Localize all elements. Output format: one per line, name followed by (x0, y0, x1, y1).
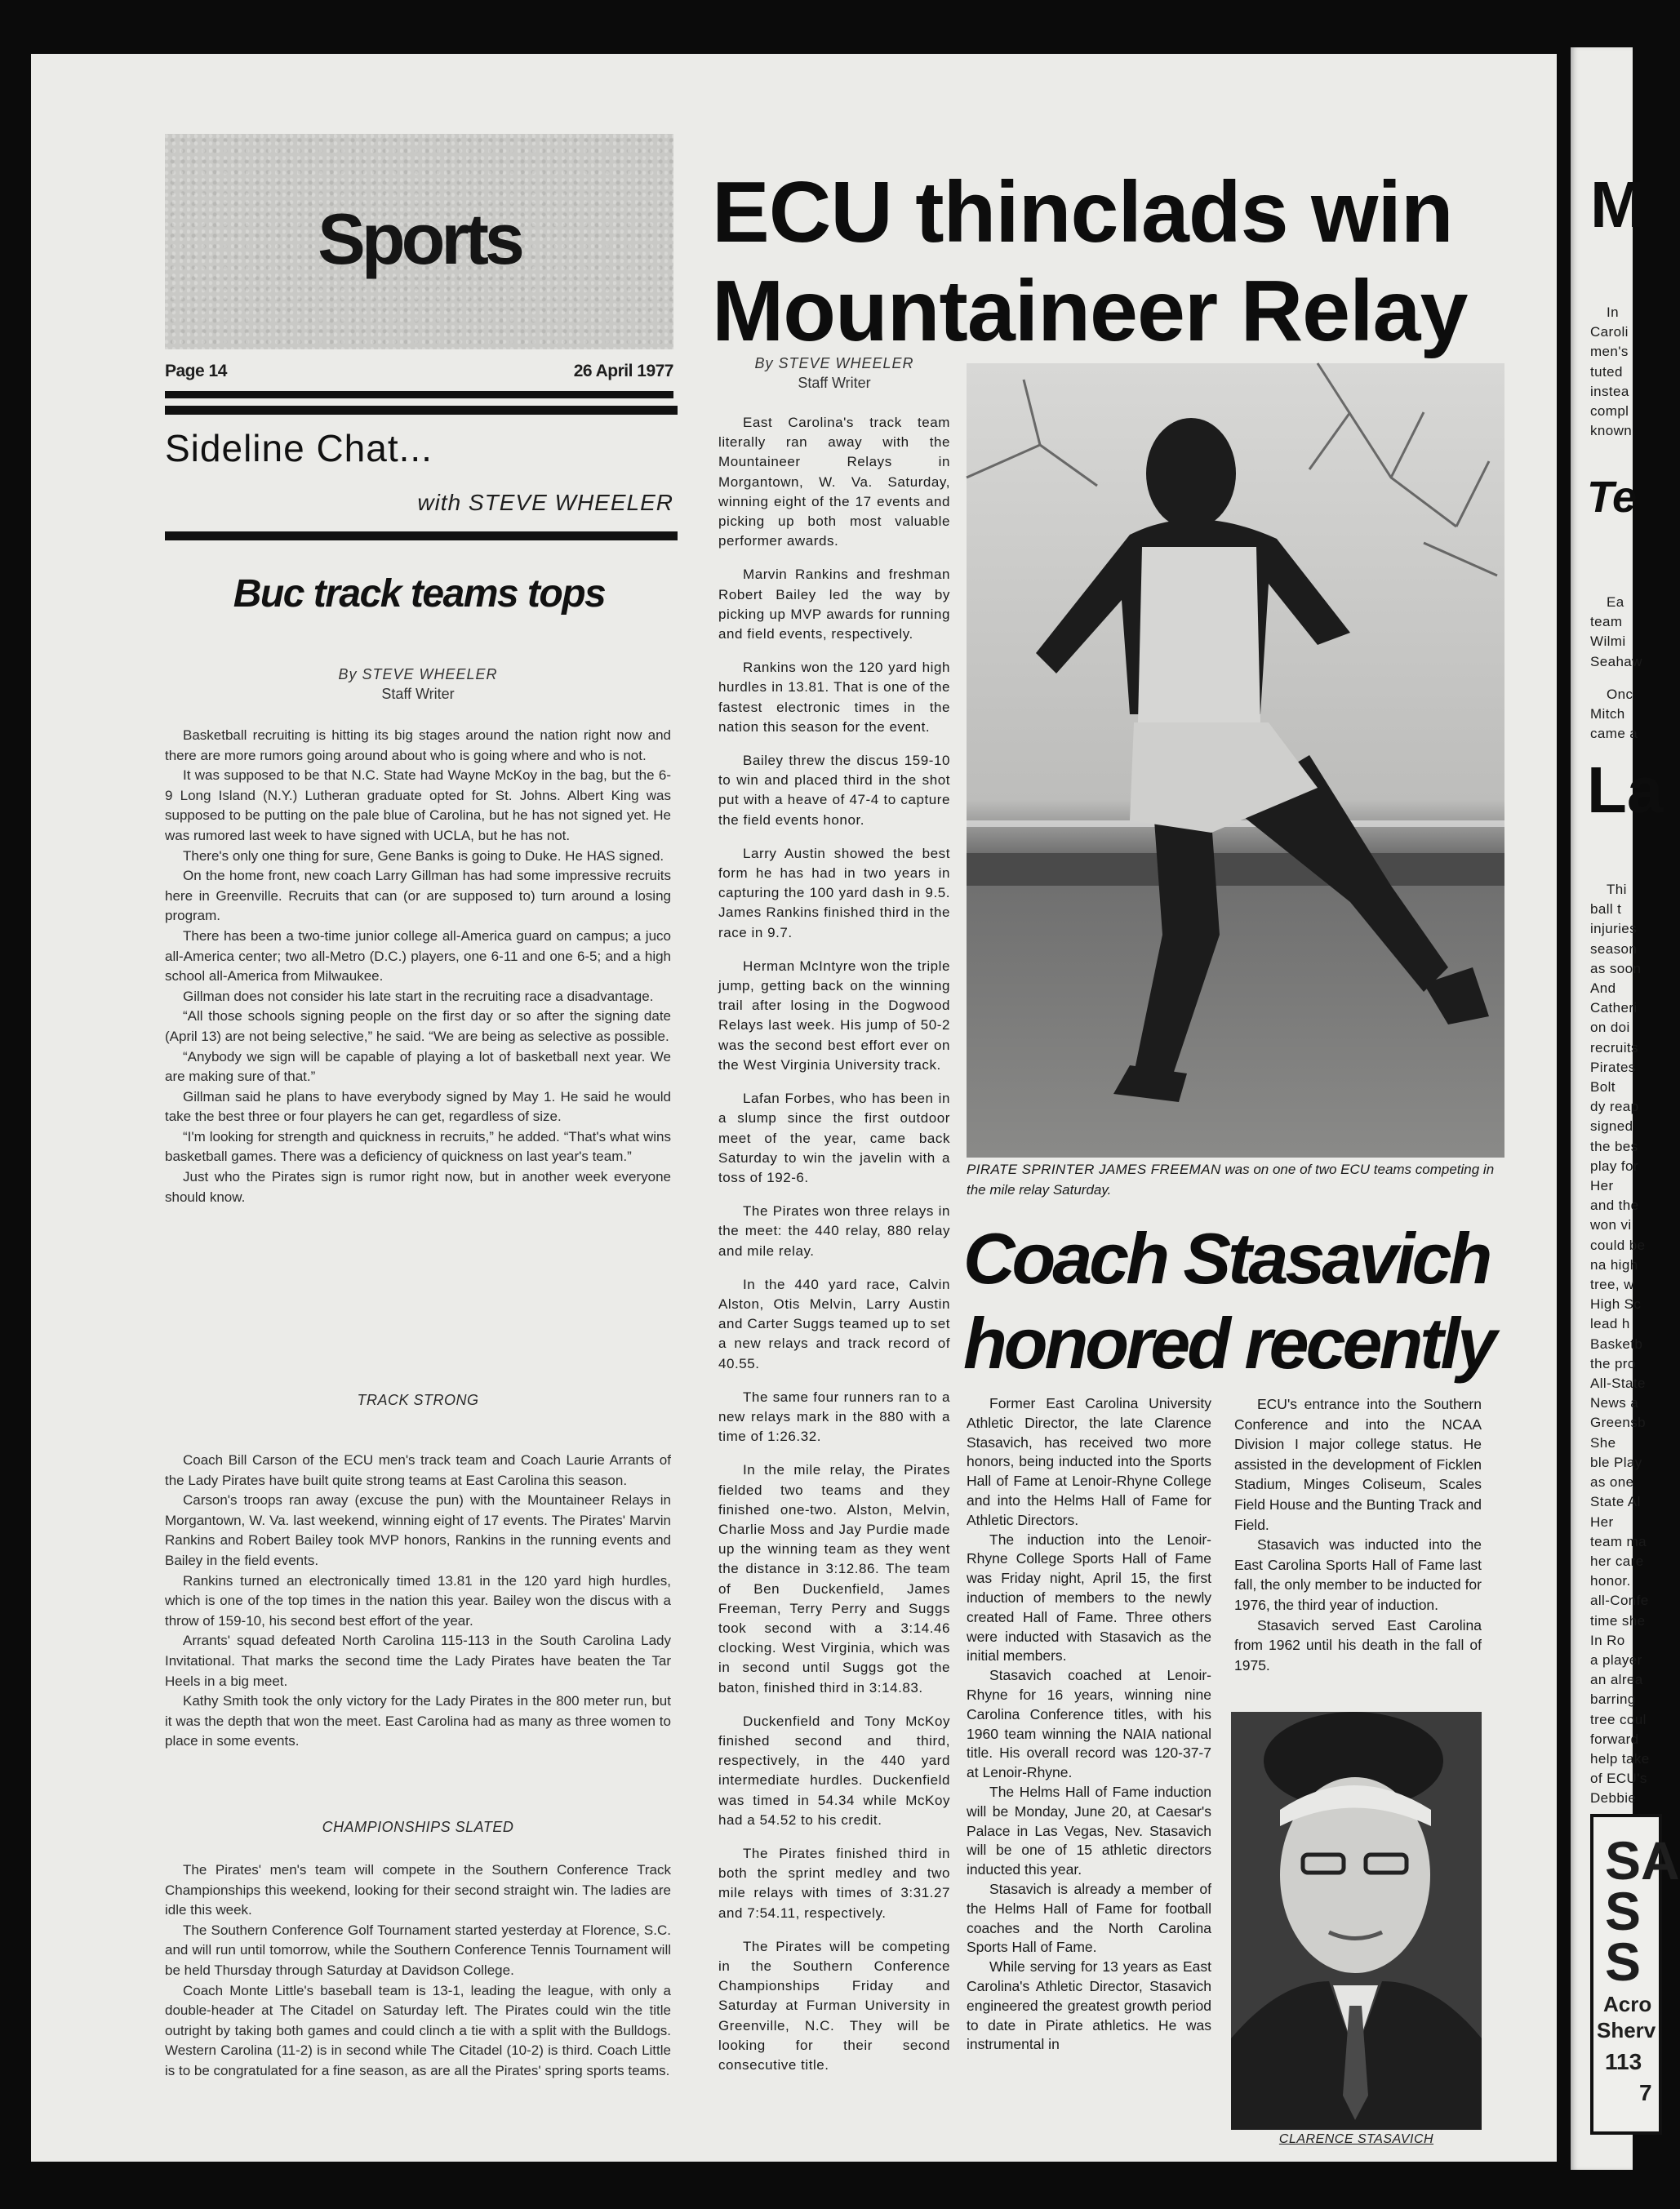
paragraph: ECU's entrance into the Southern Conference and into the NCAA Division I major college status. He assisted in the development of Ficklen Stadium, Minges Coliseum, Scales Field House and the Bunting Track and Field. (1234, 1396, 1482, 1533)
text-line: on doi (1590, 1020, 1630, 1036)
runner-photo (967, 363, 1504, 1158)
paragraph: Coach Bill Carson of the ECU men's track team and Coach Laurie Arrants of the Lady Pirates have built quite strong teams at East Carolina this season. (165, 1452, 671, 1488)
stasavich-portrait (1231, 1712, 1482, 2130)
section-title: Sports (318, 198, 521, 279)
divider-rule (165, 391, 673, 398)
ad-line: Sherv (1597, 2018, 1656, 2042)
column-headline: Buc track teams tops (233, 572, 606, 616)
paragraph: “Anybody we sign will be capable of playing a lot of basketball next year. We are making sure of that.” (165, 1048, 671, 1085)
paragraph: Marvin Rankins and freshman Robert Bailey led the way by picking up MVP awards for running and field events, respectively. (718, 567, 950, 642)
text-line: injuries (1590, 921, 1638, 937)
text-line: tuted (1590, 363, 1623, 380)
text-line: Onc (1607, 687, 1633, 702)
text-line: recruits (1590, 1039, 1638, 1056)
text-line: Caroli (1590, 324, 1629, 340)
main-headline-line1: ECU thinclads win (712, 164, 1453, 260)
column-byline: with STEVE WHEELER (417, 490, 673, 515)
next-page-headline-1: M (1590, 168, 1645, 241)
text-line: compl (1590, 403, 1629, 420)
text-line: She (1590, 1434, 1616, 1451)
text-line: Thi (1607, 882, 1627, 897)
text-line: barring (1590, 1691, 1636, 1708)
text-line: season (1590, 940, 1638, 957)
text-line: play for (1590, 1158, 1638, 1174)
text-line: Debbie (1590, 1790, 1637, 1807)
stasavich-column-1 (967, 1394, 1211, 2055)
text-line: instea (1590, 383, 1629, 399)
paragraph: The Southern Conference Golf Tournament started yesterday at Florence, S.C. and will run until tomorrow, while the Southern Conference Tennis Tournament will be held Thursday through Saturday at Davidson College. (165, 1922, 671, 1978)
main-author-block (718, 353, 950, 393)
paragraph: In the 440 yard race, Calvin Alston, Otis Melvin, Larry Austin and Carter Suggs teamed up to set a new relays and track record of 40.55. (718, 1276, 950, 1371)
paragraph: “All those schools signing people on the first day or so after the signing date (April 13) are not being selective,” he said. “We are being as selective as possible. (165, 1008, 671, 1044)
photo-caption-text: was on one of two ECU teams competing in the mile relay Saturday. (967, 1162, 1495, 1198)
text-line: help take (1590, 1750, 1650, 1767)
text-line: Wilmi (1590, 633, 1626, 650)
main-headline (712, 163, 1520, 361)
column-body (165, 726, 671, 1207)
paragraph: Stasavich coached at Lenoir-Rhyne for 16 years, winning nine Carolina Conference titles, with his 1960 team winning the NAIA national title. His overall record was 120-37-7 at Lenoir-Rhyne. (967, 1667, 1211, 1781)
paragraph: The same four runners ran to a new relays mark in the 880 with a time of 1:26.32. (718, 1389, 950, 1445)
paragraph: Bailey threw the discus 159-10 to win and placed third in the shot put with a heave of 47-4 to capture the field events honor. (718, 753, 950, 828)
portrait-caption: CLARENCE STASAVICH (1278, 2132, 1434, 2146)
paragraph: “I'm looking for strength and quickness in recruits,” he added. “That's what wins basketball games. There was a deficiency of quickness on last year's team.” (165, 1128, 671, 1165)
text-line: of ECU's (1590, 1771, 1647, 1787)
photo-caption-lead: PIRATE SPRINTER JAMES FREEMAN (967, 1162, 1221, 1177)
next-page-text-4 (1590, 880, 1650, 1809)
text-line: Pirates (1590, 1059, 1636, 1075)
text-line: the bes (1590, 1138, 1638, 1154)
text-line: dy reap (1590, 1099, 1639, 1115)
paragraph: Stasavich is already a member of the Helms Hall of Fame for football coaches and the North Carolina Sports Hall of Fame. (967, 1880, 1211, 1956)
text-line: as one (1590, 1474, 1634, 1491)
text-line: Basketb (1590, 1336, 1643, 1352)
text-line: lead h (1590, 1316, 1630, 1332)
championships-section-body (165, 1860, 671, 2082)
text-line: tree, w (1590, 1277, 1634, 1293)
text-line: Bolt (1590, 1079, 1616, 1096)
text-line: as soon (1590, 960, 1642, 976)
text-line: And (1590, 980, 1616, 997)
next-page-headline-2: Te (1587, 473, 1638, 522)
paragraph: On the home front, new coach Larry Gillman has had some impressive recruits here in Greenville. Recruits that can (or are supposed to) turn around a losing program. (165, 868, 671, 924)
text-line: team ma (1590, 1533, 1647, 1549)
text-line: State Al (1590, 1494, 1641, 1510)
text-line: a player (1590, 1651, 1642, 1668)
subhead-championships: CHAMPIONSHIPS SLATED (322, 1819, 514, 1835)
paragraph: Carson's troops ran away (excuse the pun) with the Mountaineer Relays in Morgantown, W. Va. last weekend, winning eight of 17 events. The Pirates' Marvin Rankins and Robert Bailey took MVP honors, Rankins in the running events and Bailey in the field events. (165, 1492, 671, 1568)
text-line: her care (1590, 1553, 1644, 1569)
ad-line: 113 (1605, 2049, 1642, 2074)
section-banner (165, 134, 673, 349)
author-title: Staff Writer (381, 686, 455, 702)
text-line: tree coul (1590, 1711, 1647, 1727)
next-page-text-3 (1590, 685, 1639, 744)
paragraph: Coach Monte Little's baseball team is 13-1, leading the league, with only a double-header at The Citadel on Saturday left. The Pirates could win the title outright by taking both games and could clinch a tie with a split with the Bulldogs. Western Carolina (11-2) is in second while The Citadel (10-2) is third. Coach Little is to be congratulated for a fine season, as are all the Pirates' spring sports teams. (165, 1982, 671, 2078)
paragraph: Stasavich was inducted into the East Carolina Sports Hall of Fame last fall, the only member to be inducted for 1976, the third year of induction. (1234, 1536, 1482, 1613)
text-line: team (1590, 614, 1623, 630)
photo-caption (967, 1159, 1505, 1200)
stasavich-column-2 (1234, 1394, 1482, 1675)
paragraph: Gillman said he plans to have everybody signed by May 1. He said he would take the best three or four players he can get, regardless of size. (165, 1088, 671, 1125)
paragraph: East Carolina's track team literally ran away with the Mountaineer Relays in Morgantown, W. Va. Saturday, winning eight of the 17 events and picking up both most valuable performer awards. (718, 415, 950, 549)
text-line: all-Confe (1590, 1593, 1649, 1609)
divider-rule (165, 406, 678, 415)
paragraph: Larry Austin showed the best form he has had in two years in capturing the 100 yard dash in 9.5. James Rankins finished third in the race in 9.7. (718, 845, 950, 940)
paragraph: Former East Carolina University Athletic Director, the late Clarence Stasavich, has received two more honors, being inducted into the Sports Hall of Fame at Lenoir-Rhyne College and into the Helms Hall of Fame for Athletic Directors. (967, 1395, 1211, 1528)
paragraph: Herman McIntyre won the triple jump, getting back on the winning trail after losing in the Dogwood Relays last week. His jump of 50-2 was the second best effort ever on the West Virginia University track. (718, 958, 950, 1073)
paragraph: Rankins won the 120 yard high hurdles in 13.81. That is one of the fastest electronic times in the nation this season for the event. (718, 660, 950, 735)
next-page-headline-3: La (1587, 753, 1664, 826)
paragraph: Basketball recruiting is hitting its big stages around the nation right now and there are more rumors going around about who is going where and who is not. (165, 727, 671, 763)
column-author-block (165, 664, 671, 704)
paragraph: The Pirates won three relays in the meet: the 440 relay, 880 relay and mile relay. (718, 1203, 950, 1259)
next-page-text-2 (1590, 593, 1642, 672)
paragraph: In the mile relay, the Pirates fielded two teams and they finished one-two. Alston, Melvin, Charlie Moss and Jay Purdie made up the winning team as they went the distance in 3:12.86. The team of Ben Duckenfield, James Freeman, Terry Perry and Suggs took second with a 3:14.46 clocking. West Virginia, which was in second until Suggs got the baton, finished third in 3:14.83. (718, 1462, 950, 1696)
text-line: and the (1590, 1198, 1639, 1214)
page-number: Page 14 (165, 362, 227, 380)
stasavich-headline (963, 1216, 1518, 1386)
text-line: an alrea (1590, 1672, 1643, 1688)
paragraph: Gillman does not consider his late start in the recruiting race a disadvantage. (183, 988, 654, 1004)
ad-line: Acro (1603, 1992, 1652, 2016)
issue-date: 26 April 1977 (573, 362, 673, 380)
paragraph: The Pirates finished third in both the sprint medley and two mile relays with times of 3:31.27 and 7:54.11, respectively. (718, 1846, 950, 1921)
text-line: Seahaw (1590, 653, 1642, 669)
paragraph: While serving for 13 years as East Carolina's Athletic Director, Stasavich engineered the greatest growth period to date in Pirate athletics. He was instrumental in (967, 1958, 1211, 2053)
ad-line: S (1605, 1931, 1642, 1992)
text-line: ball t (1590, 901, 1622, 918)
paragraph: The Helms Hall of Fame induction will be Monday, June 20, at Caesar's Palace in Las Vegas, Nev. Stasavich will be one of 15 athletic directors inducted this year. (967, 1783, 1211, 1878)
stasavich-headline-line2: honored recently (963, 1303, 1494, 1384)
text-line: men's (1590, 344, 1629, 360)
main-story-body (718, 413, 950, 2089)
text-line: Greensb (1590, 1415, 1647, 1431)
text-line: News a (1590, 1395, 1639, 1411)
author-name: By STEVE WHEELER (754, 355, 914, 371)
text-line: na high (1590, 1256, 1638, 1273)
paragraph: There's only one thing for sure, Gene Banks is going to Duke. He HAS signed. (183, 847, 664, 864)
paragraph: The Pirates will be competing in the Southern Conference Championships Friday and Saturday at Furman University in Greenville, N.C. They will be looking for their second consecutive title. (718, 1938, 950, 2073)
ad-line: 7 (1639, 2080, 1652, 2105)
paragraph: Arrants' squad defeated North Carolina 115-113 in the South Carolina Lady Invitational. That marks the second time the Lady Pirates have beaten the Tar Heels in a big meet. (165, 1633, 671, 1689)
text-line: time she (1590, 1612, 1646, 1629)
text-line: High Sc (1590, 1296, 1642, 1313)
paragraph: Lafan Forbes, who has been in a slump since the first outdoor meet of the year, came back Saturday to win the javelin with a toss of 192-6. (718, 1091, 950, 1185)
text-line: ble Play (1590, 1454, 1642, 1470)
paragraph: The Pirates' men's team will compete in the Southern Conference Track Championships this weekend, looking for their second straight win. The ladies are idle this week. (165, 1862, 671, 1918)
paragraph: There has been a two-time junior college all-America guard on campus; a juco all-America center; two all-Metro (D.C.) players, one 6-11 and one 6-5; and a high school all-America from Milwaukee. (165, 927, 671, 984)
author-title: Staff Writer (798, 375, 871, 391)
text-line: signed (1590, 1118, 1633, 1135)
text-line: the pro (1590, 1355, 1636, 1371)
text-line: Mitch (1590, 706, 1625, 722)
portrait-image (1231, 1712, 1482, 2130)
sprinter-image (967, 363, 1504, 1158)
paragraph: The induction into the Lenoir-Rhyne College Sports Hall of Fame was Friday night, April 15, the first induction of members to the newly created Hall of Fame. Three others were inducted with Stasavich as the initial members. (967, 1531, 1211, 1665)
paragraph: It was supposed to be that N.C. State had Wayne McKoy in the bag, but the 6-9 Long Island (N.Y.) Lutheran graduate opted for St. Johns. Albert King was supposed to be putting on the pale blue of Carolina, but he has not signed yet. He was rumored last week to have signed with UCLA, but he has not. (165, 767, 671, 843)
paragraph: Duckenfield and Tony McKoy finished second and third, respectively, in the 440 yard intermediate hurdles. Duckenfield was timed in 54.34 while McKoy had a 54.52 to his credit. (718, 1713, 950, 1828)
text-line: came a (1590, 726, 1638, 742)
paragraph: Rankins turned an electronically timed 13.81 in the 120 yard high hurdles, which is one of the top times in the nation this year. Bailey won the discus with a throw of 159-10, his second best effort of the year. (165, 1572, 671, 1629)
text-line: All-State (1590, 1376, 1646, 1392)
author-name: By STEVE WHEELER (338, 666, 498, 682)
column-title: Sideline Chat... (165, 427, 433, 469)
ad-line: S (1605, 1881, 1642, 1941)
text-line: In (1607, 304, 1619, 320)
paragraph: Kathy Smith took the only victory for the Lady Pirates in the 800 meter run, but it was the depth that won the meet. East Carolina had as many as three women to place in some events. (165, 1693, 671, 1749)
next-page-text-1 (1590, 303, 1639, 441)
text-line: won vi (1590, 1217, 1632, 1233)
text-line: known (1590, 423, 1633, 439)
text-line: honor. (1590, 1573, 1631, 1589)
main-headline-line2: Mountaineer Relay (712, 263, 1468, 359)
text-line: Catheri (1590, 1000, 1638, 1016)
track-section-body (165, 1451, 671, 1752)
ad-line: SA (1605, 1830, 1680, 1891)
paragraph: Just who the Pirates sign is rumor right now, but in another week everyone should know. (165, 1169, 671, 1205)
text-line: forward (1590, 1731, 1639, 1747)
text-line: Her (1590, 1513, 1614, 1530)
subhead-track-strong: TRACK STRONG (357, 1392, 479, 1408)
divider-rule (165, 531, 678, 540)
text-line: could be (1590, 1237, 1646, 1253)
text-line: Ea (1607, 594, 1624, 610)
text-line: Her (1590, 1178, 1614, 1194)
text-line: In Ro (1590, 1632, 1625, 1648)
stasavich-headline-line1: Coach Stasavich (963, 1218, 1490, 1299)
advertisement-box (1590, 1814, 1680, 2135)
paragraph: Stasavich served East Carolina from 1962 until his death in the fall of 1975. (1234, 1616, 1482, 1673)
